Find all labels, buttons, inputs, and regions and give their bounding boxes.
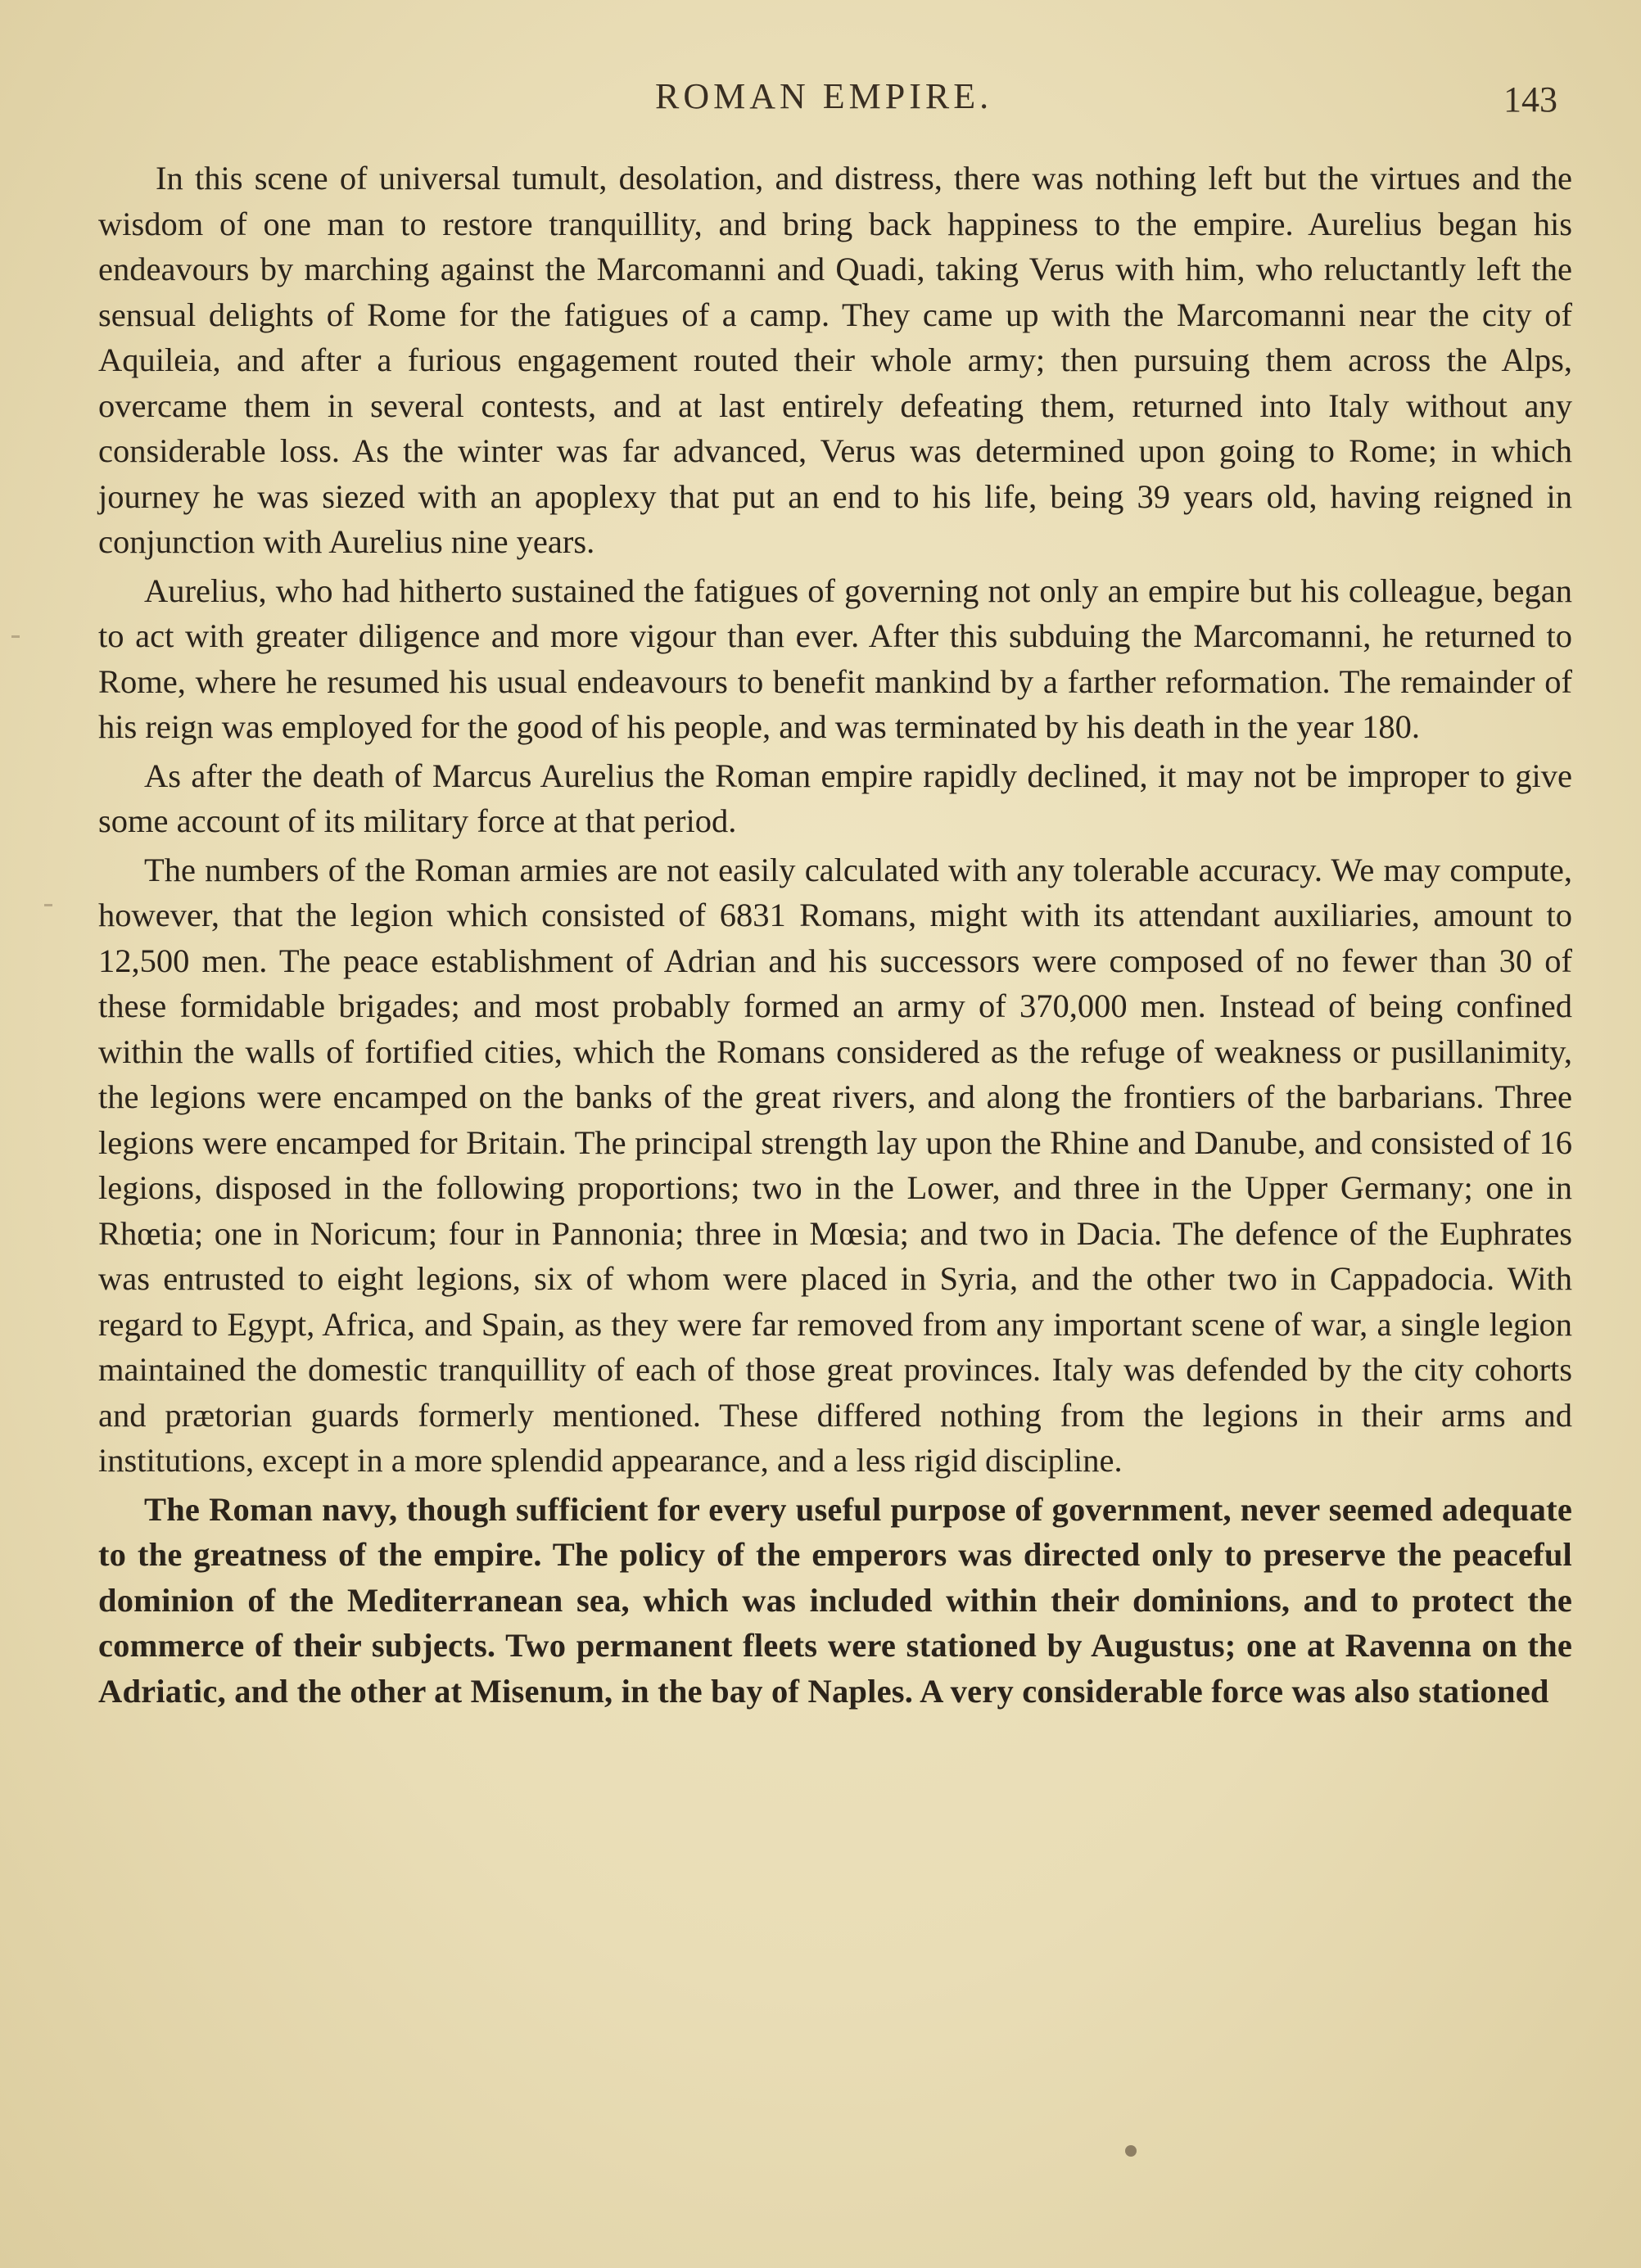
margin-mark <box>11 635 20 638</box>
paragraph-5: The Roman navy, though sufficient for every useful purpose of government, never seemed adequate to the greatness of the empire. The policy of the emperors was directed only to preserve the peaceful dominion of the Mediterranean sea, which was included within their dominions, and to protect the commerce of their subjects. Two permanent fleets were stationed by Augustus; one at Ravenna on the Adriatic, and the other at Misenum, in the bay of Naples. A very considerable force was also stationed <box>98 1490 1572 1710</box>
paragraph-1: In this scene of universal tumult, desolation, and distress, there was nothing left but the virtues and the wisdom of one man to restore tranquillity, and bring back happiness to the empire. Aurelius began his endeavours by marching against the Marcomanni and Quadi, taking Verus with him, who reluctantly left the sensual delights of Rome for the fatigues of a camp. They came up with the Marcomanni near the city of Aquileia, and after a furious engagement routed their whole army; then pursuing them across the Alps, overcame them in several contests, and at last entirely defeating them, returned into Italy without any considerable loss. As the winter was far advanced, Verus was determined upon going to Rome; in which journey he was siezed with an apoplexy that put an end to his life, being 39 years old, having reigned in conjunction with Aurelius nine years. <box>98 160 1572 560</box>
margin-mark <box>44 904 52 906</box>
page-header <box>0 75 1641 133</box>
paragraph-3: As after the death of Marcus Aurelius the Roman empire rapidly declined, it may not be improper to give some account of its military force at that period. <box>98 757 1572 839</box>
running-head: ROMAN EMPIRE. <box>655 76 993 116</box>
page-number: 143 <box>1503 79 1557 120</box>
paragraph-2: Aurelius, who had hitherto sustained the fatigues of governing not only an empire but his colleague, began to act with greater diligence and more vigour than ever. After this subduing the Marcomanni, he returned to Rome, where he resumed his usual endeavours to benefit mankind by a farther reformation. The remainder of his reign was employed for the good of his people, and was terminated by his death in the year 180. <box>98 572 1572 745</box>
ink-speck <box>1125 2145 1137 2157</box>
body-text <box>98 156 1572 1717</box>
paragraph-4: The numbers of the Roman armies are not easily calculated with any tolerable accuracy. We may compute, however, that the legion which consisted of 6831 Romans, might with its attendant auxiliaries, amount to 12,500 men. The peace establishment of Adrian and his successors were composed of no fewer than 30 of these formidable brigades; and most probably formed an army of 370,000 men. Instead of being confined within the walls of fortified cities, which the Romans considered as the refuge of weakness or pusillanimity, the legions were encamped on the banks of the great rivers, and along the frontiers of the barbarians. Three legions were encamped for Britain. The principal strength lay upon the Rhine and Danube, and consisted of 16 legions, disposed in the following proportions; two in the Lower, and three in the Upper Germany; one in Rhœtia; one in Noricum; four in Pannonia; three in Mœsia; and two in Dacia. The defence of the Euphrates was entrusted to eight legions, six of whom were placed in Syria, and the other two in Cappadocia. With regard to Egypt, Africa, and Spain, as they were far removed from any important scene of war, a single legion maintained the domestic tranquillity of each of those great provinces. Italy was defended by the city cohorts and prætorian guards formerly mentioned. These differed nothing from the legions in their arms and institutions, except in a more splendid appearance, and a less rigid discipline. <box>98 851 1572 1479</box>
